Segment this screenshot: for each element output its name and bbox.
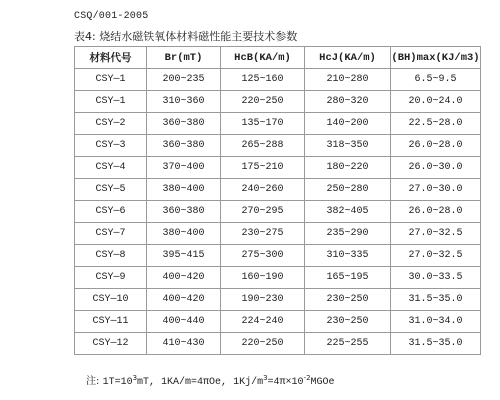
cell-hcj: 382~405	[305, 201, 391, 223]
cell-hcj: 318~350	[305, 135, 391, 157]
cell-br: 310~360	[147, 91, 221, 113]
cell-hcj: 140~200	[305, 113, 391, 135]
cell-hcb: 270~295	[221, 201, 305, 223]
header-bhmax: (BH)max(KJ/m3)	[391, 47, 481, 69]
cell-material-code: CSY—1	[75, 91, 147, 113]
table-row	[75, 157, 481, 179]
cell-material-code: CSY—12	[75, 333, 147, 355]
table-row	[75, 289, 481, 311]
cell-material-code: CSY—8	[75, 245, 147, 267]
cell-hcj: 280~320	[305, 91, 391, 113]
cell-bhmax: 26.0~28.0	[391, 135, 481, 157]
table-row	[75, 179, 481, 201]
table-header-row	[75, 47, 481, 69]
cell-material-code: CSY—5	[75, 179, 147, 201]
footnote-part2: mT, 1KA/m=4πOe, 1Kj/m	[137, 377, 264, 388]
header-hcj: HcJ(KA/m)	[305, 47, 391, 69]
cell-bhmax: 27.0~32.5	[391, 223, 481, 245]
cell-br: 360~380	[147, 135, 221, 157]
cell-hcj: 230~250	[305, 311, 391, 333]
cell-hcb: 240~260	[221, 179, 305, 201]
footnote-part1: 1T=10	[102, 377, 133, 388]
cell-bhmax: 31.5~35.0	[391, 333, 481, 355]
cell-hcb: 224~240	[221, 311, 305, 333]
cell-material-code: CSY—2	[75, 113, 147, 135]
cell-hcj: 225~255	[305, 333, 391, 355]
table-row	[75, 245, 481, 267]
cell-material-code: CSY—9	[75, 267, 147, 289]
table-row	[75, 135, 481, 157]
document-code: CSQ/001-2005	[74, 11, 149, 22]
cell-hcj: 310~335	[305, 245, 391, 267]
table-row	[75, 333, 481, 355]
cell-bhmax: 30.0~33.5	[391, 267, 481, 289]
table-row	[75, 311, 481, 333]
cell-bhmax: 31.5~35.0	[391, 289, 481, 311]
cell-material-code: CSY—1	[75, 69, 147, 91]
cell-hcb: 265~288	[221, 135, 305, 157]
footnote-sup2: 3	[263, 374, 268, 382]
cell-hcb: 160~190	[221, 267, 305, 289]
cell-hcj: 235~290	[305, 223, 391, 245]
cell-br: 400~420	[147, 289, 221, 311]
cell-br: 380~400	[147, 179, 221, 201]
footnote-part3: =4π×10	[267, 377, 304, 388]
table-row	[75, 69, 481, 91]
footnote-part4: MGOe	[310, 377, 335, 388]
header-br: Br(mT)	[147, 47, 221, 69]
magnetic-properties-table	[74, 46, 481, 355]
cell-br: 380~400	[147, 223, 221, 245]
cell-material-code: CSY—6	[75, 201, 147, 223]
cell-hcb: 230~275	[221, 223, 305, 245]
cell-bhmax: 27.0~30.0	[391, 179, 481, 201]
cell-br: 200~235	[147, 69, 221, 91]
cell-bhmax: 27.0~32.5	[391, 245, 481, 267]
cell-br: 395~415	[147, 245, 221, 267]
cell-material-code: CSY—3	[75, 135, 147, 157]
table-row	[75, 201, 481, 223]
cell-br: 410~430	[147, 333, 221, 355]
footnote	[86, 372, 335, 388]
cell-material-code: CSY—11	[75, 311, 147, 333]
cell-hcb: 175~210	[221, 157, 305, 179]
cell-hcj: 210~280	[305, 69, 391, 91]
header-hcb: HcB(KA/m)	[221, 47, 305, 69]
cell-hcb: 125~160	[221, 69, 305, 91]
cell-br: 370~400	[147, 157, 221, 179]
cell-hcb: 275~300	[221, 245, 305, 267]
cell-hcj: 180~220	[305, 157, 391, 179]
footnote-prefix: 注:	[86, 376, 103, 387]
cell-bhmax: 6.5~9.5	[391, 69, 481, 91]
cell-br: 400~420	[147, 267, 221, 289]
header-material-code: 材料代号	[75, 47, 147, 69]
table-row	[75, 223, 481, 245]
table-row	[75, 113, 481, 135]
cell-hcj: 230~250	[305, 289, 391, 311]
cell-hcj: 165~195	[305, 267, 391, 289]
cell-hcb: 135~170	[221, 113, 305, 135]
footnote-sup3: -2	[303, 374, 311, 382]
cell-material-code: CSY—4	[75, 157, 147, 179]
cell-br: 400~440	[147, 311, 221, 333]
cell-bhmax: 26.0~28.0	[391, 201, 481, 223]
cell-hcb: 190~230	[221, 289, 305, 311]
cell-hcb: 220~250	[221, 91, 305, 113]
cell-bhmax: 26.0~30.0	[391, 157, 481, 179]
cell-hcj: 250~280	[305, 179, 391, 201]
table-row	[75, 91, 481, 113]
cell-br: 360~380	[147, 113, 221, 135]
cell-material-code: CSY—7	[75, 223, 147, 245]
cell-bhmax: 22.5~28.0	[391, 113, 481, 135]
footnote-sup1: 3	[132, 374, 138, 382]
cell-material-code: CSY—10	[75, 289, 147, 311]
cell-hcb: 220~250	[221, 333, 305, 355]
cell-br: 360~380	[147, 201, 221, 223]
table-caption: 表4: 烧结水磁铁氧体材料磁性能主要技术参数	[74, 30, 298, 43]
table-row	[75, 267, 481, 289]
cell-bhmax: 20.0~24.0	[391, 91, 481, 113]
cell-bhmax: 31.0~34.0	[391, 311, 481, 333]
